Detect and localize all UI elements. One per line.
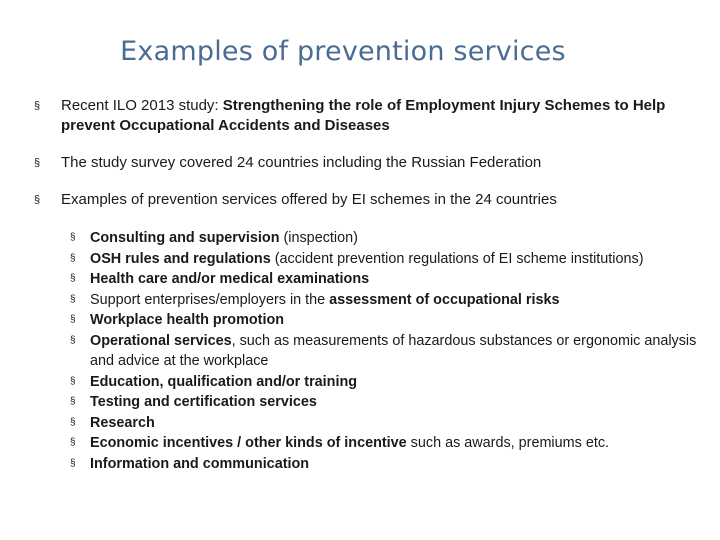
slide-title: Examples of prevention services <box>120 36 566 67</box>
bullet-text-bold: Health care and/or medical examinations <box>90 271 370 287</box>
bullet-text-bold: assessment of occupational risks <box>329 291 560 308</box>
bullet-text: , such as measurements of hazardous substances or ergonomic analysis and advice at the workplace <box>90 332 697 369</box>
bullet-marker-icon: § <box>70 416 76 428</box>
sub-bullet-item <box>70 392 700 413</box>
bullet-marker-icon: § <box>34 157 41 169</box>
bullet-marker-icon: § <box>70 457 76 469</box>
bullet-text-bold: Information and communication <box>90 455 310 472</box>
bullet-text: The study survey covered 24 countries including the Russian Federation <box>61 154 542 171</box>
bullet-text: Examples of prevention services offered by EI schemes in the 24 countries <box>61 191 557 208</box>
bullet-marker-icon: § <box>34 100 41 112</box>
sub-bullet-item <box>70 413 700 434</box>
main-bullet-item <box>34 153 694 173</box>
bullet-marker-icon: § <box>70 334 76 346</box>
bullet-text-bold: Strengthening the role of Employment Injury Schemes to Help prevent Occupational Accidents and Diseases <box>61 97 666 134</box>
bullet-text: (inspection) <box>279 230 358 246</box>
sub-bullet-item <box>70 290 700 311</box>
bullet-marker-icon: § <box>70 293 76 305</box>
sub-bullet-item <box>70 310 700 331</box>
sub-bullet-item <box>70 372 700 393</box>
bullet-marker-icon: § <box>70 252 76 264</box>
sub-bullet-item <box>70 454 700 475</box>
bullet-text: Support enterprises/employers in the <box>90 291 330 308</box>
sub-bullet-item <box>70 433 700 454</box>
bullet-text-bold: Operational services <box>90 332 232 349</box>
bullet-marker-icon: § <box>70 273 76 284</box>
bullet-marker-icon: § <box>70 232 76 243</box>
bullet-text: Recent ILO 2013 study: <box>61 97 223 114</box>
bullet-text-bold: Testing and certification services <box>90 394 317 410</box>
sub-bullet-item <box>70 249 700 270</box>
bullet-marker-icon: § <box>70 375 76 387</box>
bullet-text-bold: OSH rules and regulations <box>90 250 271 267</box>
sub-bullet-item <box>70 228 700 249</box>
sub-bullet-item <box>70 331 700 372</box>
main-bullet-item <box>34 96 694 136</box>
main-bullet-list <box>34 96 694 227</box>
bullet-text-bold: Education, qualification and/or training <box>90 373 358 390</box>
sub-bullet-item <box>70 269 700 290</box>
bullet-marker-icon: § <box>70 437 76 448</box>
bullet-text-bold: Research <box>90 414 155 431</box>
bullet-text-bold: Economic incentives / other kinds of incentive <box>90 435 407 451</box>
bullet-text: (accident prevention regulations of EI scheme institutions) <box>270 250 644 267</box>
bullet-marker-icon: § <box>34 194 41 206</box>
sub-bullet-list <box>70 228 700 474</box>
bullet-text: such as awards, premiums etc. <box>406 435 610 451</box>
bullet-marker-icon: § <box>70 314 76 325</box>
bullet-marker-icon: § <box>70 396 76 407</box>
bullet-text-bold: Workplace health promotion <box>90 312 285 328</box>
bullet-text-bold: Consulting and supervision <box>90 230 280 246</box>
main-bullet-item <box>34 190 694 210</box>
